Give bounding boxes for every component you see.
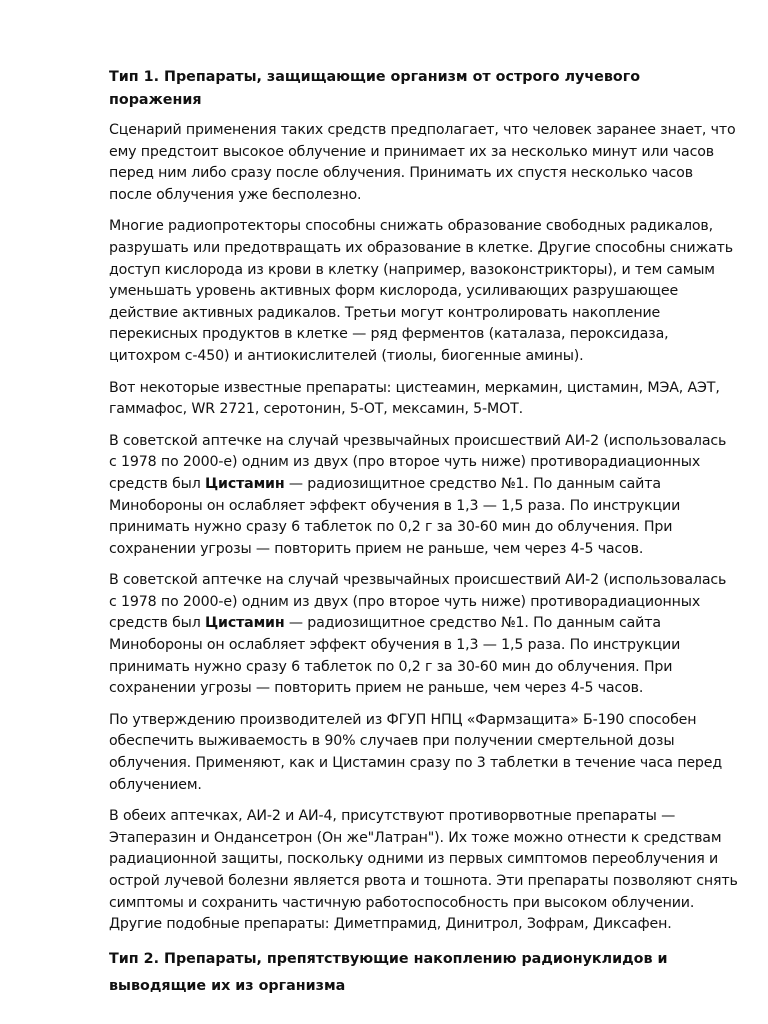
text-line: сохранении угрозы — повторить прием не раньше, чем через 4-5 часов. (109, 680, 644, 697)
paragraph-soviet-kit-1 (109, 431, 727, 561)
document-page (109, 66, 738, 1008)
text-line: принимать нужно сразу 6 таблеток по 0,2 г за 30-60 мин до облучения. При (109, 519, 673, 536)
text-line: уменьшать уровень активных форм кислорода, усиливающих разрушающее (109, 283, 679, 300)
text-line: гаммафос, WR 2721, серотонин, 5-ОТ, мексамин, 5-МОТ. (109, 401, 523, 418)
text-fragment: — радиозищитное средство №1. По данным сайта (284, 475, 661, 492)
paragraph-scenario (109, 120, 736, 206)
text-line: Другие подобные препараты: Диметпрамид, Динитрол, Зофрам, Диксафен. (109, 916, 672, 933)
text-line: радиационной защиты, поскольку одними из первых симптомов переоблучения и (109, 851, 719, 868)
paragraph-known-drugs (109, 378, 720, 421)
text-line: Этаперазин и Ондансетрон (Он же"Латран"). Их тоже можно отнести к средствам (109, 829, 722, 846)
text-line: Минобороны он ослабляет эффект обучения в 1,3 — 1,5 раза. По инструкции (109, 637, 681, 654)
text-line: В обеих аптечках, АИ-2 и АИ-4, присутствуют противорвотные препараты — (109, 808, 676, 825)
text-line: принимать нужно сразу 6 таблеток по 0,2 г за 30-60 мин до облучения. При (109, 658, 673, 675)
paragraph-b190 (109, 710, 723, 796)
paragraph-radioprotectors (109, 216, 733, 367)
text-line: доступ кислорода из крови в клетку (например, вазоконстрикторы), и тем самым (109, 261, 715, 278)
heading-line: Тип 2. Препараты, препятствующие накоплению радионуклидов и (109, 950, 668, 967)
bold-term-cystamine: Цистамин (205, 475, 285, 492)
text-line (109, 613, 714, 635)
text-line: перекисных продуктов в клетке — ряд ферментов (каталаза, пероксидаза, (109, 326, 669, 343)
text-line: симптомы и сохранить частичную работоспособность при высоком облучении. (109, 894, 695, 911)
text-line: В советской аптечке на случай чрезвычайных происшествий АИ-2 (использовалась (109, 432, 727, 449)
paragraph-antiemetics (109, 806, 738, 936)
text-line: облучением. (109, 776, 202, 793)
text-line: перед ним либо сразу после облучения. Принимать их спустя несколько часов (109, 165, 693, 182)
text-line: с 1978 по 2000-е) одним из двух (про второе чуть ниже) противорадиационных (109, 454, 701, 471)
text-line: после облучения уже бесполезно. (109, 186, 362, 203)
text-line: с 1978 по 2000-е) одним из двух (про второе чуть ниже) противорадиационных (109, 593, 701, 610)
text-line: ему предстоит высокое облучение и принимает их за несколько минут или часов (109, 143, 714, 160)
text-line: обеспечить выживаемость в 90% случаев при получении смертельной дозы (109, 733, 675, 750)
text-fragment: — радиозищитное средство №1. По данным сайта (284, 615, 661, 632)
paragraph-soviet-kit-2 (109, 570, 727, 700)
heading-type-1: Тип 1. Препараты, защищающие организм от острого лучевого поражения (109, 69, 641, 108)
text-line: По утверждению производителей из ФГУП НПЦ «Фармзащита» Б-190 способен (109, 711, 697, 728)
text-fragment: средств был (109, 475, 206, 492)
heading-type-2 (109, 946, 714, 1000)
text-line: В советской аптечке на случай чрезвычайных происшествий АИ-2 (использовалась (109, 572, 727, 589)
bold-term-cystamine: Цистамин (205, 615, 285, 632)
text-line: разрушать или предотвращать их образование в клетке. Другие способны снижать (109, 239, 733, 256)
text-line: Минобороны он ослабляет эффект обучения в 1,3 — 1,5 раза. По инструкции (109, 497, 681, 514)
text-line: действие активных радикалов. Третьи могут контролировать накопление (109, 304, 661, 321)
text-line: Многие радиопротекторы способны снижать образование свободных радикалов, (109, 218, 714, 235)
text-line: сохранении угрозы — повторить прием не раньше, чем через 4-5 часов. (109, 540, 644, 557)
text-fragment: средств был (109, 615, 206, 632)
text-line: цитохром с-450) и антиокислителей (тиолы, биогенные амины). (109, 347, 584, 364)
text-line: Вот некоторые известные препараты: цистеамин, меркамин, цистамин, МЭА, АЭТ, (109, 379, 720, 396)
text-line: Сценарий применения таких средств предполагает, что человек заранее знает, что (109, 122, 736, 138)
text-line: облучения. Применяют, как и Цистамин сразу по 3 таблетки в течение часа перед (109, 755, 723, 772)
text-line (109, 474, 714, 496)
text-line: острой лучевой болезни является рвота и тошнота. Эти препараты позволяют снять (109, 873, 738, 889)
heading-line: выводящие их из организма (109, 977, 346, 994)
